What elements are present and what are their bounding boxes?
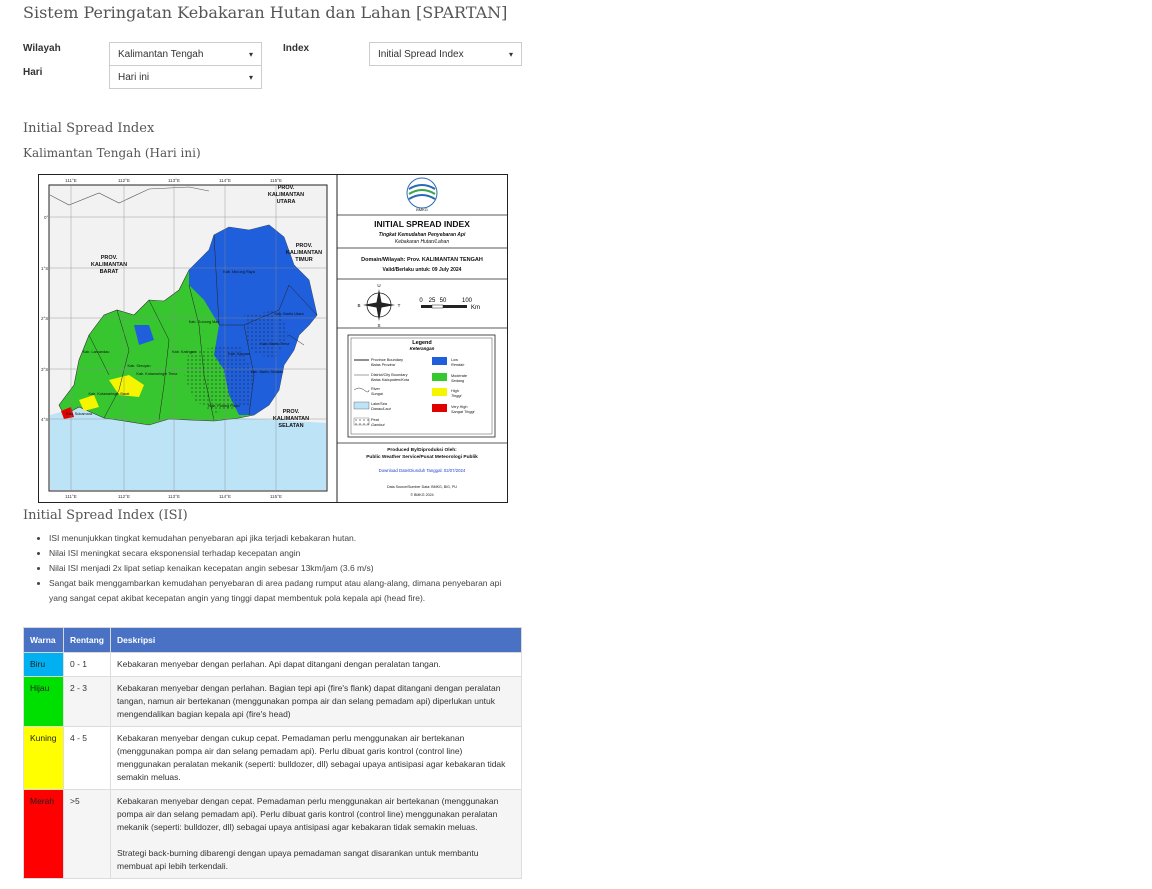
prov-label: TIMUR — [295, 257, 313, 263]
lon-tick: 114°E — [219, 494, 231, 499]
district-label: Kab. Lamandau — [82, 350, 110, 354]
wilayah-value: Kalimantan Tengah — [118, 48, 204, 60]
svg-text:Province Boundary: Province Boundary — [371, 358, 404, 362]
svg-text:Lake/Sea: Lake/Sea — [371, 402, 388, 406]
lat-tick: 0° — [44, 215, 49, 220]
svg-text:Moderate: Moderate — [451, 374, 468, 378]
lat-tick: 4°S — [41, 417, 49, 422]
range-cell: 2 - 3 — [64, 677, 111, 727]
color-cell: Hijau — [24, 677, 64, 727]
district-label: Kab. Seruyan — [127, 364, 151, 368]
table-row — [24, 677, 522, 727]
panel-title: INITIAL SPREAD INDEX — [374, 219, 470, 229]
svg-text:Gambut: Gambut — [371, 423, 385, 427]
district-label: Kab. Barito Utara — [274, 312, 304, 316]
hari-select[interactable] — [109, 65, 262, 89]
table-row — [24, 727, 522, 790]
description-cell: Kebakaran menyebar dengan perlahan. Bagian tepi api (fire's flank) dapat ditangani dengan peralatan tangan, namun air bertekanan (menggunakan pompa air dan selang pemadam api) diperlukan untuk mengendalikan bagian kepala api (fire's head) — [111, 677, 522, 727]
svg-text:District/City Boundary: District/City Boundary — [371, 373, 408, 377]
svg-text:River: River — [371, 387, 380, 391]
svg-text:Danau/Laut: Danau/Laut — [371, 407, 391, 411]
range-cell: >5 — [64, 790, 111, 879]
svg-text:50: 50 — [439, 298, 447, 304]
lon-tick: 111°E — [65, 178, 77, 183]
svg-text:0: 0 — [419, 298, 423, 304]
district-label: Kab. Kotawaringin Barat — [88, 392, 130, 396]
svg-text:Sedang: Sedang — [451, 379, 465, 383]
district-label: Kab. Gunung Mas — [188, 320, 220, 324]
svg-text:Download Date/Diunduh Tanggal:: Download Date/Diunduh Tanggal: 02/07/2024 — [378, 468, 466, 473]
isi-map-image — [38, 174, 508, 503]
description-cell: Kebakaran menyebar dengan cukup cepat. Pemadaman perlu menggunakan air bertekanan (menggunakan pompa air dan selang pemadam api). Perlu dibuat garis kontrol (control line) menggunakan peralatan mekanik (seperti: bulldozer, dll) sebagai upaya antisipasi agar kebakaran tidak semakin meluas. — [111, 727, 522, 790]
bmkg-logo-icon — [407, 178, 437, 212]
isi-heading: Initial Spread Index (ISI) — [23, 508, 188, 523]
district-label: Kab. Kapuas — [228, 352, 250, 356]
color-cell: Merah — [24, 790, 64, 879]
prov-label: KALIMANTAN — [267, 192, 305, 198]
svg-text:Very High: Very High — [451, 405, 468, 409]
section-subtitle: Kalimantan Tengah (Hari ini) — [23, 146, 201, 160]
svg-text:Tinggi: Tinggi — [451, 394, 462, 398]
app-title: Sistem Peringatan Kebakaran Hutan dan Lahan [SPARTAN] — [23, 3, 508, 22]
domain-line: Domain/Wilayah: Prov. KALIMANTAN TENGAH — [361, 257, 483, 263]
column-header: Warna — [24, 628, 64, 653]
district-label: Kab. Barito Selatan — [250, 370, 284, 374]
wilayah-label: Wilayah — [23, 43, 61, 54]
svg-text:Data Source/Sumber Data: BMKG,: Data Source/Sumber Data: BMKG, BIG, PU — [387, 485, 457, 489]
prov-label: KALIMANTAN — [272, 416, 310, 422]
district-label: Kab. Pulang Pisau — [208, 404, 240, 408]
lon-tick: 113°E — [168, 178, 180, 183]
lon-tick: 115°E — [270, 178, 282, 183]
map-info-panel — [337, 175, 507, 502]
description-note: Strategi back-burning dibarengi dengan upaya pemadaman sangat disarankan untuk membantu membuat api lebih terkendali. — [117, 848, 479, 871]
caret-down-icon: ▾ — [508, 49, 513, 59]
district-label: Kab. Barito Timur — [260, 342, 290, 346]
prov-label: SELATAN — [278, 423, 304, 429]
description-cell: Kebakaran menyebar dengan perlahan. Api dapat ditangani dengan peralatan tangan. — [111, 653, 522, 677]
description-text: Kebakaran menyebar dengan cepat. Pemadaman perlu menggunakan air bertekanan (menggunakan pompa air dan selang pemadam api). Perlu dibuat garis kontrol (control line) menggunakan peralatan mekanik (seperti: bulldozer, dll) sebagai upaya antisipasi agar kebakaran tidak semakin meluas. — [117, 796, 499, 832]
range-cell: 0 - 1 — [64, 653, 111, 677]
index-select[interactable] — [369, 42, 522, 66]
scale-bar — [419, 298, 480, 311]
table-header-row — [24, 628, 522, 653]
column-header: Rentang — [64, 628, 111, 653]
wilayah-select[interactable] — [109, 42, 262, 66]
index-label: Index — [283, 43, 310, 54]
color-cell: Kuning — [24, 727, 64, 790]
description-cell — [111, 790, 522, 879]
lat-tick: 1°S — [41, 266, 49, 271]
prov-label: UTARA — [276, 199, 296, 205]
district-label: Kab. Sukamara — [65, 412, 93, 416]
svg-text:Peat: Peat — [371, 418, 379, 422]
list-item: • Nilai ISI meningkat secara eksponensial terhadap kecepatan angin — [49, 546, 518, 561]
svg-text:Sangat Tinggi: Sangat Tinggi — [451, 410, 475, 414]
isi-description-table — [23, 627, 522, 879]
compass-icon — [357, 283, 400, 328]
svg-text:B: B — [357, 303, 361, 308]
prov-label: PROV. — [282, 409, 300, 415]
svg-text:100: 100 — [461, 298, 473, 304]
svg-text:Tingkat Kemudahan Penyebaran A: Tingkat Kemudahan Penyebaran Api — [378, 232, 466, 238]
district-label: Kab. Murung Raya — [223, 270, 255, 274]
hari-label: Hari — [23, 67, 43, 78]
lon-tick: 112°E — [118, 494, 130, 499]
svg-text:Batas Provinsi: Batas Provinsi — [371, 363, 396, 367]
index-value: Initial Spread Index — [378, 48, 464, 60]
district-label: Kab. Katingan — [172, 350, 196, 354]
prov-label: PROV. — [295, 243, 313, 249]
table-row — [24, 790, 522, 879]
svg-text:Kebakaran Hutan/Lahan: Kebakaran Hutan/Lahan — [394, 239, 450, 245]
lon-tick: 111°E — [65, 494, 77, 499]
caret-down-icon: ▾ — [248, 72, 253, 82]
prov-label: KALIMANTAN — [90, 262, 128, 268]
svg-text:U: U — [377, 283, 381, 288]
lon-tick: 112°E — [118, 178, 130, 183]
svg-text:© BMKG 2024: © BMKG 2024 — [410, 493, 434, 497]
hari-value: Hari ini — [118, 71, 150, 83]
list-item: • Sangat baik menggambarkan kemudahan penyebaran di area padang rumput atau alang-alang, dimana penyebaran api yang sangat cepat akibat kecepatan angin yang tinggi dapat membentuk pola kepala api (head fire). — [49, 576, 518, 606]
svg-text:Public Weather Service/Pusat M: Public Weather Service/Pusat Meteorologi Publik — [366, 455, 478, 460]
lon-tick: 114°E — [219, 178, 231, 183]
range-cell: 4 - 5 — [64, 727, 111, 790]
svg-text:Rendah: Rendah — [451, 363, 465, 367]
svg-text:T: T — [397, 303, 401, 308]
prov-label: BARAT — [99, 269, 119, 275]
district-label: Kab. Kotawaringin Timur — [136, 372, 178, 376]
svg-text:Keterangan: Keterangan — [409, 346, 435, 351]
lat-tick: 3°S — [41, 367, 49, 372]
list-item: • ISI menunjukkan tingkat kemudahan penyebaran api jika terjadi kebakaran hutan. — [49, 531, 518, 546]
svg-text:Legend: Legend — [412, 340, 432, 346]
svg-text:Produced By/Diproduksi Oleh:: Produced By/Diproduksi Oleh: — [387, 448, 457, 453]
svg-text:S: S — [377, 323, 381, 328]
svg-text:25: 25 — [428, 298, 436, 304]
section-title: Initial Spread Index — [23, 121, 155, 136]
svg-text:BMKG: BMKG — [416, 207, 428, 212]
lon-tick: 113°E — [168, 494, 180, 499]
svg-text:Low: Low — [451, 358, 458, 362]
caret-down-icon: ▾ — [248, 49, 253, 59]
lat-tick: 2°S — [41, 316, 49, 321]
valid-line: Valid/Berlaku untuk: 09 July 2024 — [382, 267, 462, 273]
svg-text:Batas Kabupaten/Kota: Batas Kabupaten/Kota — [371, 378, 409, 382]
prov-label: KALIMANTAN — [285, 250, 323, 256]
svg-text:Sungai: Sungai — [371, 392, 383, 396]
list-item: • Nilai ISI menjadi 2x lipat setiap kenaikan kecepatan angin sebesar 13km/jam (3.6 m/s) — [49, 561, 518, 576]
column-header: Deskripsi — [111, 628, 522, 653]
color-cell: Biru — [24, 653, 64, 677]
table-row — [24, 653, 522, 677]
prov-label: PROV. — [277, 185, 295, 191]
prov-label: PROV. — [100, 255, 118, 261]
svg-text:Km: Km — [471, 305, 480, 311]
isi-bullet-list — [38, 531, 518, 606]
svg-text:High: High — [451, 389, 459, 393]
lon-tick: 115°E — [270, 494, 282, 499]
